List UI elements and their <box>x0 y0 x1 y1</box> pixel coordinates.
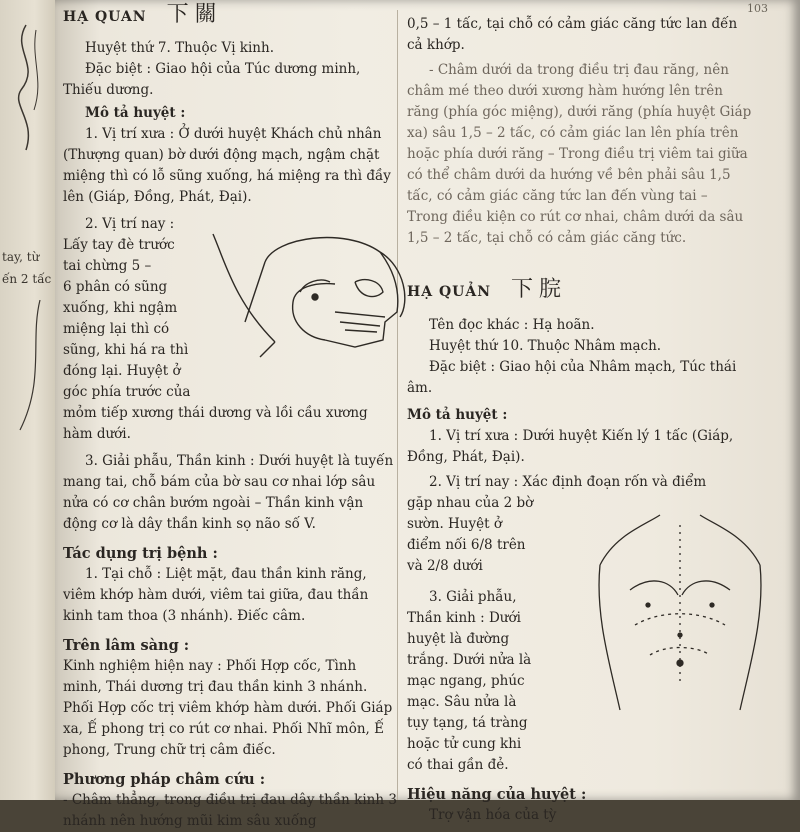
anatomy-wrap <box>407 587 535 776</box>
old-location: 1. Vị trí xưa : Dưới huyệt Kiến lý 1 tấc (Giáp, Đồng, Phát, Đại). <box>407 428 734 465</box>
torso-illustration <box>590 505 770 720</box>
current-location-wrap <box>407 493 535 577</box>
old-location: 1. Vị trí xưa : Ở dưới huyệt Khách chủ nhân (Thượng quan) bờ dưới động mạch, ngậm chặt miệng thì có lỗ sũng xuống, há miệng ra thì đầy lên (Giáp, Đồng, Phát, Đại). <box>63 126 391 205</box>
arm-sketch-icon <box>0 300 50 440</box>
continuation-text: - Châm dưới da trong điều trị đau răng, nên châm mé theo dưới xương hàm hướng lên trên răng (phía góc miệng), dưới răng (phía huyệt Giáp xa) sâu 1,5 – 2 tấc, có cảm giác lan lên phía trên hoặc phía dưới răng – Trong điều trị viêm tai giữa có thể châm dưới da hướng về bên phải sâu 1,5 tấc, có cảm giác căng tức lan đến vùng tai – Trong điều kiện co rút cơ nhai, châm dưới da sâu 1,5 – 2 tấc, tại chỗ có cảm giác căng tức. <box>407 62 752 246</box>
wrap-line: Lấy tay đè trước <box>63 237 175 253</box>
wrap-line: xuống, khi ngậm <box>63 300 178 316</box>
section-title: HẠ QUAN <box>63 9 147 25</box>
current-location-lead: 2. Vị trí nay : Xác định đoạn rốn và điểm <box>429 474 707 490</box>
wrap-line: mạc. Sâu nửa là <box>407 694 517 710</box>
wrap-line: sũng, khi há ra thì <box>63 342 189 358</box>
subsection-title: Mô tả huyệt : <box>85 105 186 121</box>
special-note: Đặc biệt : Giao hội của Túc dương minh, Thiếu dương. <box>63 61 361 98</box>
subsection-title: Phương pháp châm cứu : <box>63 771 266 788</box>
left-page-fragment: ến 2 tấc <box>2 272 52 286</box>
continuation-text: 0,5 – 1 tấc, tại chỗ có cảm giác căng tức lan đến cả khớp. <box>407 16 738 53</box>
wrap-line: điểm nối 6/8 trên <box>407 537 526 553</box>
wrap-line: gặp nhau của 2 bờ <box>407 495 534 511</box>
wrap-line: huyệt là đường <box>407 631 510 647</box>
wrap-line: đóng lại. Huyệt ở <box>63 363 181 379</box>
subsection-title: Trên lâm sàng : <box>63 637 190 654</box>
page-number: 103 <box>747 2 768 15</box>
book-page <box>55 0 800 829</box>
wrap-line: mạc ngang, phúc <box>407 673 525 689</box>
section-hanzi: 下關 <box>166 2 223 27</box>
huyet-number: Huyệt thứ 10. Thuộc Nhâm mạch. <box>429 338 662 354</box>
sketch-icon <box>6 20 46 170</box>
subsection-title: Mô tả huyệt : <box>407 407 508 423</box>
wrap-line: hoặc tử cung khi <box>407 736 522 752</box>
efficacy-text: Trợ vận hóa của tỳ <box>429 807 557 823</box>
subsection-title: Tác dụng trị bệnh : <box>63 545 218 562</box>
left-page-fragment: tay, từ <box>2 250 40 264</box>
wrap-line: tai chừng 5 – <box>63 258 152 274</box>
section-title: HẠ QUẢN <box>407 284 492 300</box>
clinical-text: Kinh nghiệm hiện nay : Phối Hợp cốc, Tình minh, Thái dương trị đau thần kinh 3 nhánh. Phối Hợp cốc trị viêm khớp hàm dưới. Phối Giáp xa, Ế phong trị co rút cơ nhai. Phối Nhĩ môn, Ế phong, Trung chữ trị câm điếc. <box>63 658 393 758</box>
wrap-line: tụy tạng, tá tràng <box>407 715 528 731</box>
skull-illustration <box>205 222 415 362</box>
section-hanzi: 下脘 <box>511 277 568 302</box>
wrap-line: Thần kinh : Dưới <box>407 610 521 626</box>
wrap-line: miệng lại thì có <box>63 321 170 337</box>
previous-page-edge <box>0 0 58 800</box>
wrap-line: 6 phân có sũng <box>63 279 168 295</box>
huyet-number: Huyệt thứ 7. Thuộc Vị kinh. <box>85 40 274 56</box>
anatomy-text: 3. Giải phẫu, Thần kinh : Dưới huyệt là tuyến mang tai, chỗ bám của bờ sau cơ nhai lớp sâu nửa có cơ chân bướm ngoài – Thần kinh vận động cơ là dây thần kinh sọ não số V. <box>63 453 394 532</box>
current-location-rest: mỏm tiếp xương thái dương và lồi cầu xương hàm dưới. <box>63 405 368 442</box>
effects-text: 1. Tại chỗ : Liệt mặt, đau thần kinh răng, viêm khớp hàm dưới, viêm tai giữa, đau thần kinh tam thoa (3 nhánh). Điếc câm. <box>63 566 369 624</box>
alt-name: Tên đọc khác : Hạ hoãn. <box>429 317 595 333</box>
wrap-line: sườn. Huyệt ở <box>407 516 502 532</box>
wrap-line: 3. Giải phẫu, <box>429 589 517 605</box>
left-column <box>63 0 398 832</box>
wrap-line: góc phía trước của <box>63 384 191 400</box>
current-location-wrap <box>63 214 213 403</box>
wrap-line: trắng. Dưới nửa là <box>407 652 532 668</box>
wrap-line: và 2/8 dưới <box>407 558 483 574</box>
subsection-title: Hiệu năng của huyệt : <box>407 786 587 803</box>
acupuncture-text: - Châm thẳng, trong điều trị đau dây thần kinh 3 nhánh nên hướng mũi kim sâu xuống <box>63 792 397 829</box>
wrap-line: có thai gần đẻ. <box>407 757 509 773</box>
wrap-line: 2. Vị trí nay : <box>85 216 175 232</box>
special-note: Đặc biệt : Giao hội của Nhâm mạch, Túc thái âm. <box>407 359 737 396</box>
